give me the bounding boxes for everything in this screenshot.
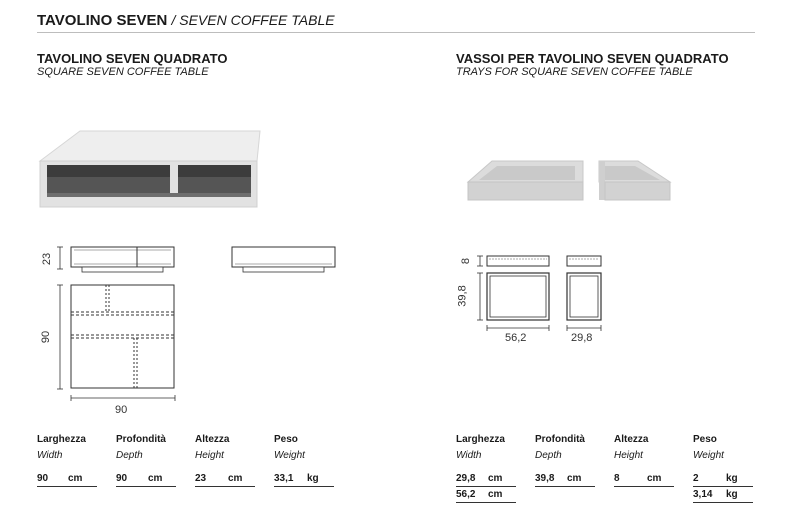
- tray-spec-label-height: Altezza: [614, 434, 649, 445]
- spec-underline: [693, 502, 753, 503]
- table-top-plan: [70, 284, 176, 390]
- tray-spec-unit-height: cm: [647, 473, 662, 484]
- table-depth-label: 90: [40, 330, 53, 344]
- tray-depth-dimension: [476, 272, 484, 322]
- spec-label-width: Larghezza: [37, 434, 86, 445]
- spec-unit-height: cm: [228, 473, 243, 484]
- spec-underline: [693, 486, 753, 487]
- spec-label-depth: Profondità: [116, 434, 166, 445]
- page-title-main: TAVOLINO SEVEN: [37, 12, 168, 29]
- tray-spec-unit-depth: cm: [567, 473, 582, 484]
- trays-render: [465, 158, 680, 206]
- tray-small-plan: [566, 272, 603, 322]
- tray-spec-unit-weight-2: kg: [726, 489, 738, 500]
- spec-value-weight: 33,1: [274, 473, 294, 484]
- spec-unit-width: cm: [68, 473, 83, 484]
- page-title-subtitle: / SEVEN COFFEE TABLE: [171, 12, 335, 28]
- spec-value-depth: 90: [116, 473, 128, 484]
- table-height-dimension: [56, 246, 64, 270]
- table-width-dimension: [70, 394, 176, 402]
- table-height-label: 23: [41, 252, 54, 266]
- table-section-subtitle: SQUARE SEVEN COFFEE TABLE: [37, 66, 209, 78]
- tray-spec-value-weight: 2: [693, 473, 699, 484]
- tray-height-label: 8: [460, 257, 473, 265]
- spec-underline: [456, 502, 516, 503]
- spec-underline: [535, 486, 595, 487]
- spec-sublabel-height: Height: [195, 450, 224, 461]
- tray-spec-value-height: 8: [614, 473, 620, 484]
- tray-large-elevation: [486, 255, 551, 269]
- spec-underline: [37, 486, 97, 487]
- trays-section-subtitle: TRAYS FOR SQUARE SEVEN COFFEE TABLE: [456, 66, 693, 78]
- header-divider: [37, 32, 755, 33]
- spec-underline: [195, 486, 255, 487]
- tray-spec-sublabel-depth: Depth: [535, 450, 562, 461]
- page-title: [37, 12, 335, 29]
- spec-sublabel-weight: Weight: [274, 450, 305, 461]
- tray-spec-label-depth: Profondità: [535, 434, 585, 445]
- tray-spec-sublabel-height: Height: [614, 450, 643, 461]
- tray-spec-value-weight-2: 3,14: [693, 489, 713, 500]
- spec-sublabel-depth: Depth: [116, 450, 143, 461]
- spec-underline: [456, 486, 516, 487]
- tray-large-plan: [486, 272, 551, 322]
- tray-large-width-label: 56,2: [505, 332, 527, 344]
- trays-section-title: VASSOI PER TAVOLINO SEVEN QUADRATO: [456, 51, 729, 66]
- spec-underline: [614, 486, 674, 487]
- tray-spec-label-weight: Peso: [693, 434, 717, 445]
- tray-spec-value-width-2: 56,2: [456, 489, 476, 500]
- tray-depth-label: 39,8: [456, 285, 469, 307]
- spec-unit-depth: cm: [148, 473, 163, 484]
- tray-small-width-label: 29,8: [571, 332, 593, 344]
- tray-spec-unit-weight: kg: [726, 473, 738, 484]
- tray-small-width-dimension: [566, 324, 603, 332]
- tray-height-dimension: [476, 255, 484, 267]
- spec-value-height: 23: [195, 473, 207, 484]
- tray-large-width-dimension: [486, 324, 551, 332]
- table-front-elevation: [70, 246, 175, 276]
- spec-sublabel-width: Width: [37, 450, 63, 461]
- spec-label-height: Altezza: [195, 434, 230, 445]
- tray-spec-value-depth: 39,8: [535, 473, 555, 484]
- table-width-label: 90: [115, 404, 128, 416]
- coffee-table-render: [35, 125, 265, 215]
- tray-spec-unit-width-2: cm: [488, 489, 503, 500]
- tray-small-elevation: [566, 255, 603, 269]
- tray-spec-label-width: Larghezza: [456, 434, 505, 445]
- tray-spec-sublabel-weight: Weight: [693, 450, 724, 461]
- spec-underline: [116, 486, 176, 487]
- tray-spec-unit-width: cm: [488, 473, 503, 484]
- table-side-elevation: [231, 246, 337, 276]
- table-section-title: TAVOLINO SEVEN QUADRATO: [37, 51, 228, 66]
- spec-underline: [274, 486, 334, 487]
- table-depth-dimension: [56, 284, 64, 390]
- spec-unit-weight: kg: [307, 473, 319, 484]
- tray-spec-sublabel-width: Width: [456, 450, 482, 461]
- tray-spec-value-width: 29,8: [456, 473, 476, 484]
- spec-value-width: 90: [37, 473, 49, 484]
- spec-label-weight: Peso: [274, 434, 298, 445]
